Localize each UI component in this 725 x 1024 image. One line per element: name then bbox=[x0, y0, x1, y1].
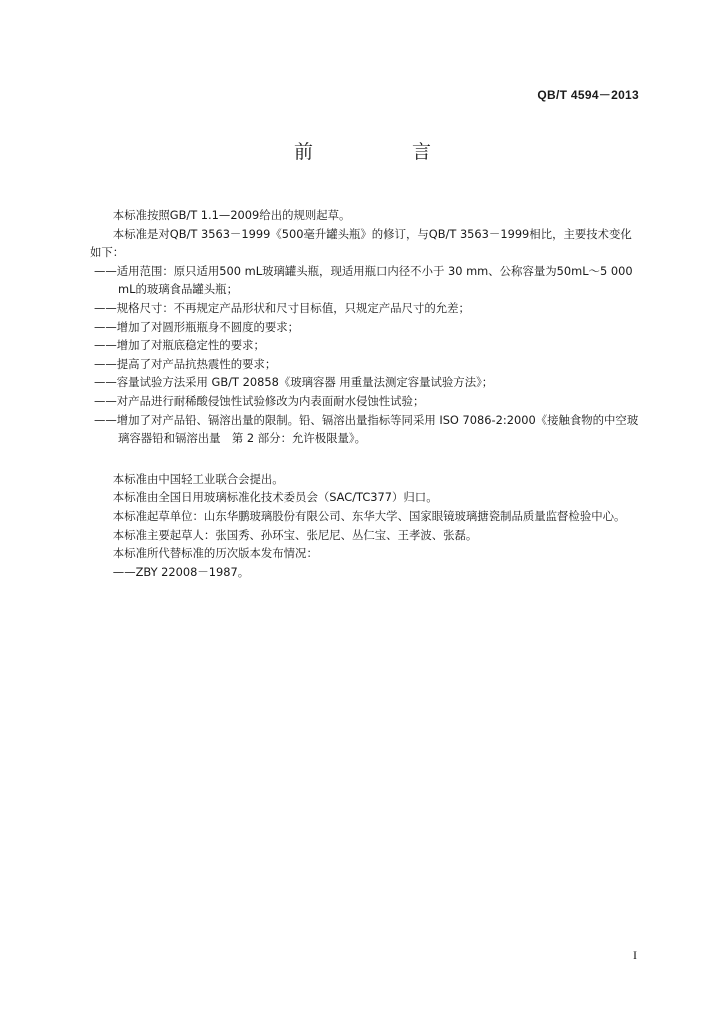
paragraph-drafting-units: 本标准起草单位：山东华鹏玻璃股份有限公司、东华大学、国家眼镜玻璃搪瓷制品质量监督检验中心。 bbox=[112, 508, 626, 523]
change-item-roundness: ——增加了对圆形瓶瓶身不圆度的要求； bbox=[94, 319, 300, 334]
document-body bbox=[90, 206, 640, 581]
change-item-thermal-shock: ——提高了对产品抗热震性的要求； bbox=[94, 356, 277, 371]
change-item-scope: ——适用范围：原只适用500 mL玻璃罐头瓶，现适用瓶口内径不小于 30 mm、公称容量为50mL～5 000 mL的玻璃食品罐头瓶； bbox=[94, 263, 633, 297]
change-item-water-resistance: ——对产品进行耐稀酸侵蚀性试验修改为内表面耐水侵蚀性试验； bbox=[94, 393, 425, 408]
paragraph-committee: 本标准由全国日用玻璃标准化技术委员会（SAC/TC377）归口。 bbox=[112, 490, 438, 505]
paragraph-drafters: 本标准主要起草人：张国秀、孙环宝、张尼尼、丛仁宝、王孝波、张磊。 bbox=[112, 527, 478, 542]
paragraph-previous-editions: 本标准所代替标准的历次版本发布情况： bbox=[112, 546, 318, 561]
paragraph-drafting-rules: 本标准按照GB/T 1.1—2009给出的规则起草。 bbox=[112, 208, 351, 222]
standard-code: QB/T 4594－2013 bbox=[537, 88, 639, 102]
change-item-lead-cadmium: ——增加了对产品铅、镉溶出量的限制。铅、镉溶出量指标等同采用 ISO 7086-2:2000《接触食物的中空玻璃容器铅和镉溶出量 第 2 部分：允许极限量》。 bbox=[94, 412, 639, 446]
change-item-stability: ——增加了对瓶底稳定性的要求； bbox=[94, 338, 265, 353]
paragraph-proposer: 本标准由中国轻工业联合会提出。 bbox=[112, 471, 284, 486]
change-item-capacity-test: ——容量试验方法采用 GB/T 20858《玻璃容器 用重量法测定容量试验方法》； bbox=[94, 375, 494, 390]
page-number: I bbox=[633, 948, 637, 962]
change-item-dimensions: ——规格尺寸：不再规定产品形状和尺寸目标值，只规定产品尺寸的允差； bbox=[94, 300, 470, 315]
page-title: 前 言 bbox=[293, 141, 471, 163]
previous-edition-item: ——ZBY 22008－1987。 bbox=[112, 564, 250, 579]
paragraph-revision-intro: 本标准是对QB/T 3563－1999《500毫升罐头瓶》的修订，与QB/T 3563－1999相比，主要技术变化如下： bbox=[90, 226, 632, 260]
